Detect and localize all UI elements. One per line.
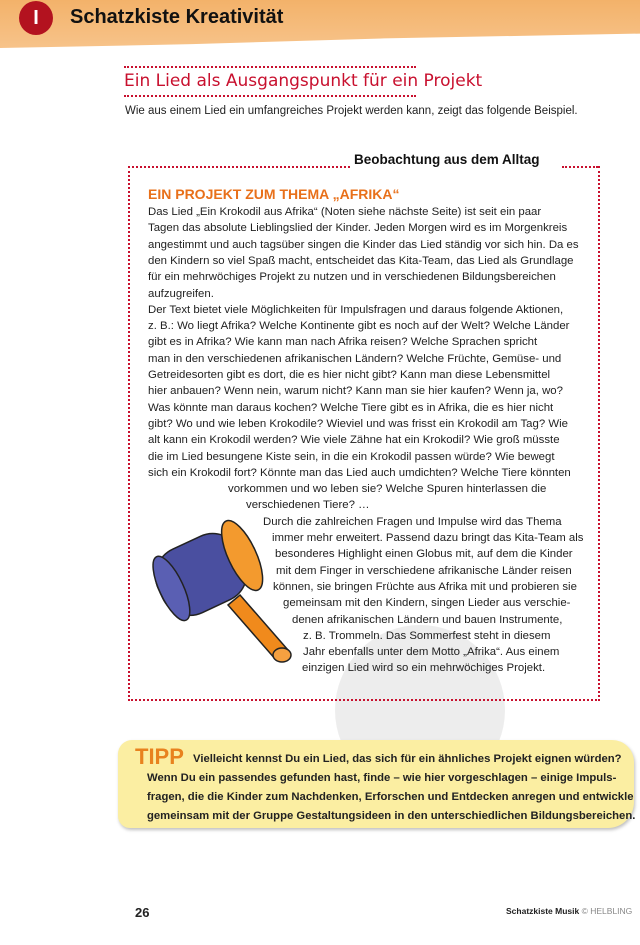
text-line: Tagen das absolute Lieblingslied der Kinder. Jeden Morgen wird es im Morgenkreis xyxy=(148,222,568,235)
tip-line: gemeinsam mit der Gruppe Gestaltungsideen in den unterschiedlichen Bildungsbereichen. xyxy=(147,810,636,822)
text-line: können, sie bringen Früchte aus Afrika mit und probieren sie xyxy=(273,580,577,593)
text-line: hier anbauen? Wenn nein, warum nicht? Kann man sie hier kaufen? Wenn ja, wo? xyxy=(148,385,563,398)
divider xyxy=(128,166,350,168)
text-line: die im Lied besungene Kiste sein, in die ein Krokodil passen würde? Wie bewegt xyxy=(148,450,555,463)
text-line: für ein mehrwöchiges Projekt zu nutzen und in verschiedenen Bildungsbereichen xyxy=(148,271,556,284)
text-line: aufzugreifen. xyxy=(148,287,214,300)
section-intro: Wie aus einem Lied ein umfangreiches Projekt werden kann, zeigt das folgende Beispiel. xyxy=(125,105,578,117)
section-title: Ein Lied als Ausgangspunkt für ein Projekt xyxy=(124,66,416,97)
maraca-illustration xyxy=(148,510,308,670)
tip-line: Vielleicht kennst Du ein Lied, das sich für ein ähnliches Projekt eignen würden? xyxy=(193,753,622,765)
text-line: z. B. Trommeln. Das Sommerfest steht in diesem xyxy=(303,629,551,642)
tip-line: Wenn Du ein passendes gefunden hast, finde – wie hier vorgeschlagen – einige Impuls- xyxy=(147,772,617,784)
text-line: besonderes Highlight einen Globus mit, auf dem die Kinder xyxy=(275,548,573,561)
footer-credit xyxy=(506,906,632,917)
project-heading: EIN PROJEKT ZUM THEMA „AFRIKA“ xyxy=(148,186,400,202)
text-line: Der Text bietet viele Möglichkeiten für Impulsfragen und daraus folgende Aktionen, xyxy=(148,303,564,316)
text-line: den Kindern so viel Spaß macht, entscheidet das Kita-Team, das Lied als Grundlage xyxy=(148,254,574,267)
page-number: 26 xyxy=(135,905,150,920)
text-line: gibt? Wo und wie leben Krokodile? Wieviel und was frisst ein Krokodil am Tag? Wie xyxy=(148,417,568,430)
text-line: gemeinsam mit den Kindern, singen Lieder aus verschie- xyxy=(283,597,571,610)
text-line: einzigen Lied wird so ein mehrwöchiges Projekt. xyxy=(302,662,546,675)
text-line: man in den verschiedenen afrikanischen Ländern? Welche Früchte, Gemüse- und xyxy=(148,352,562,365)
text-line: vorkommen und wo leben sie? Welche Spuren hinterlassen die xyxy=(228,483,547,496)
publisher: © HELBLING xyxy=(581,906,633,916)
book-title: Schatzkiste Musik xyxy=(506,906,580,916)
text-line: Durch die zahlreichen Fragen und Impulse wird das Thema xyxy=(263,515,562,528)
text-line: immer mehr erweitert. Passend dazu bringt das Kita-Team als xyxy=(272,532,584,544)
text-line: denen afrikanischen Ländern und bauen Instrumente, xyxy=(292,613,563,626)
observation-label: Beobachtung aus dem Alltag xyxy=(354,152,540,167)
text-line: mit dem Finger in verschiedene afrikanische Länder reisen xyxy=(276,564,572,577)
tip-label: TIPP xyxy=(135,744,184,769)
chapter-number-badge: I xyxy=(19,1,53,35)
text-line: Getreidesorten gibt es dort, die es hier nicht gibt? Kann man diese Lebensmittel xyxy=(148,369,551,381)
text-line: gibt es in Afrika? Wie kann man nach Afrika reisen? Welche Sprachen spricht xyxy=(148,336,538,349)
text-line: alt kann ein Krokodil werden? Wie viele Zähne hat ein Krokodil? Wie groß müsste xyxy=(148,434,560,447)
divider xyxy=(562,166,598,168)
text-line: angestimmt und auch tagsüber singen die Kinder das Lied ständig vor sich hin. Da es xyxy=(148,238,579,251)
text-line: verschiedenen Tiere? … xyxy=(246,499,370,512)
text-line: Jahr ebenfalls unter dem Motto „Afrika“. Aus einem xyxy=(303,646,560,659)
text-line: Was könnte man daraus kochen? Welche Tiere gibt es in Afrika, die es hier nicht xyxy=(148,401,554,414)
tip-line: fragen, die die Kinder zum Nachdenken, Erforschen und Entdecken anregen und entwickle xyxy=(147,791,634,803)
text-line: z. B.: Wo liegt Afrika? Welche Kontinente gibt es noch auf der Welt? Welche Länder xyxy=(148,320,570,333)
text-line: Das Lied „Ein Krokodil aus Afrika“ (Noten siehe nächste Seite) ist seit ein paar xyxy=(148,206,542,218)
chapter-title: Schatzkiste Kreativität xyxy=(70,6,284,28)
text-line: sich ein Krokodil fort? Könnte man das Lied auch umdichten? Welche Tiere könnten xyxy=(148,466,571,479)
